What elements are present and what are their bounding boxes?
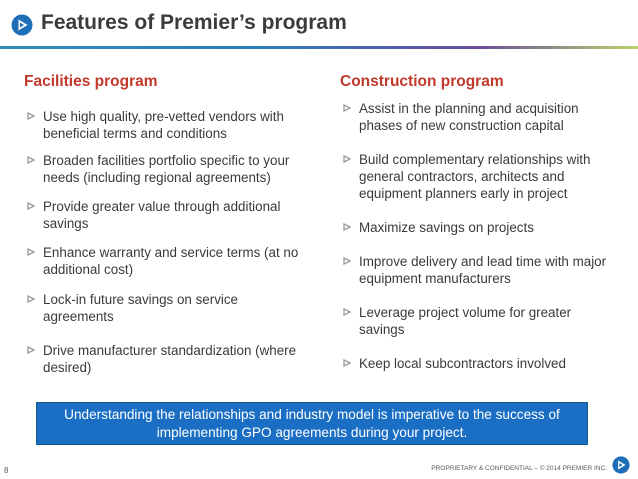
triangle-bullet-icon: [27, 156, 35, 164]
construction-heading: Construction program: [340, 73, 504, 90]
facilities-heading: Facilities program: [24, 73, 158, 90]
list-item: [24, 342, 309, 376]
construction-column: [340, 72, 620, 371]
triangle-bullet-icon: [343, 155, 351, 163]
list-item-text: Maximize savings on projects: [359, 220, 534, 235]
page-title: Features of Premier’s program: [41, 11, 347, 34]
triangle-bullet-icon: [343, 308, 351, 316]
header-divider: [0, 46, 638, 49]
list-item: [24, 108, 309, 142]
callout-text: Understanding the relationships and industry model is imperative to the success of implementing GPO agreements during your project.: [64, 406, 560, 440]
footer-copyright: PROPRIETARY & CONFIDENTIAL – © 2014 PREMIER INC.: [431, 465, 607, 472]
triangle-bullet-icon: [27, 112, 35, 120]
list-item: [340, 219, 620, 236]
list-item-text: Enhance warranty and service terms (at no additional cost): [43, 245, 299, 277]
page-number: 8: [4, 466, 9, 475]
facilities-column: [24, 72, 309, 375]
triangle-bullet-icon: [27, 346, 35, 354]
list-item-text: Provide greater value through additional savings: [43, 199, 281, 231]
triangle-bullet-icon: [27, 248, 35, 256]
triangle-bullet-icon: [27, 202, 35, 210]
triangle-bullet-icon: [343, 359, 351, 367]
list-item: [340, 304, 620, 338]
triangle-bullet-icon: [343, 257, 351, 265]
list-item-text: Improve delivery and lead time with major equipment manufacturers: [359, 254, 607, 286]
list-item: [340, 355, 620, 372]
list-item-text: Lock-in future savings on service agreements: [43, 292, 239, 324]
list-item: [340, 100, 620, 134]
list-item-text: Keep local subcontractors involved: [359, 356, 566, 371]
list-item: [24, 291, 309, 325]
premier-logo-icon: [612, 456, 630, 474]
slide-header: [0, 0, 638, 50]
list-item-text: Leverage project volume for greater savings: [359, 305, 572, 337]
triangle-bullet-icon: [27, 295, 35, 303]
list-item-text: Broaden facilities portfolio specific to your needs (including regional agreements): [43, 153, 290, 185]
list-item: [24, 244, 309, 278]
list-item-text: Assist in the planning and acquisition phases of new construction capital: [359, 101, 579, 133]
list-item-text: Build complementary relationships with general contractors, architects and equipment planners early in project: [359, 152, 591, 201]
list-item-text: Use high quality, pre-vetted vendors with beneficial terms and conditions: [43, 109, 284, 141]
list-item-text: Drive manufacturer standardization (where desired): [43, 343, 297, 375]
list-item: [24, 198, 309, 232]
triangle-bullet-icon: [343, 104, 351, 112]
list-item: [340, 253, 620, 287]
callout-banner: [36, 402, 588, 445]
list-item: [24, 152, 309, 186]
triangle-bullet-icon: [343, 223, 351, 231]
list-item: [340, 151, 620, 202]
premier-logo-icon: [11, 14, 33, 36]
